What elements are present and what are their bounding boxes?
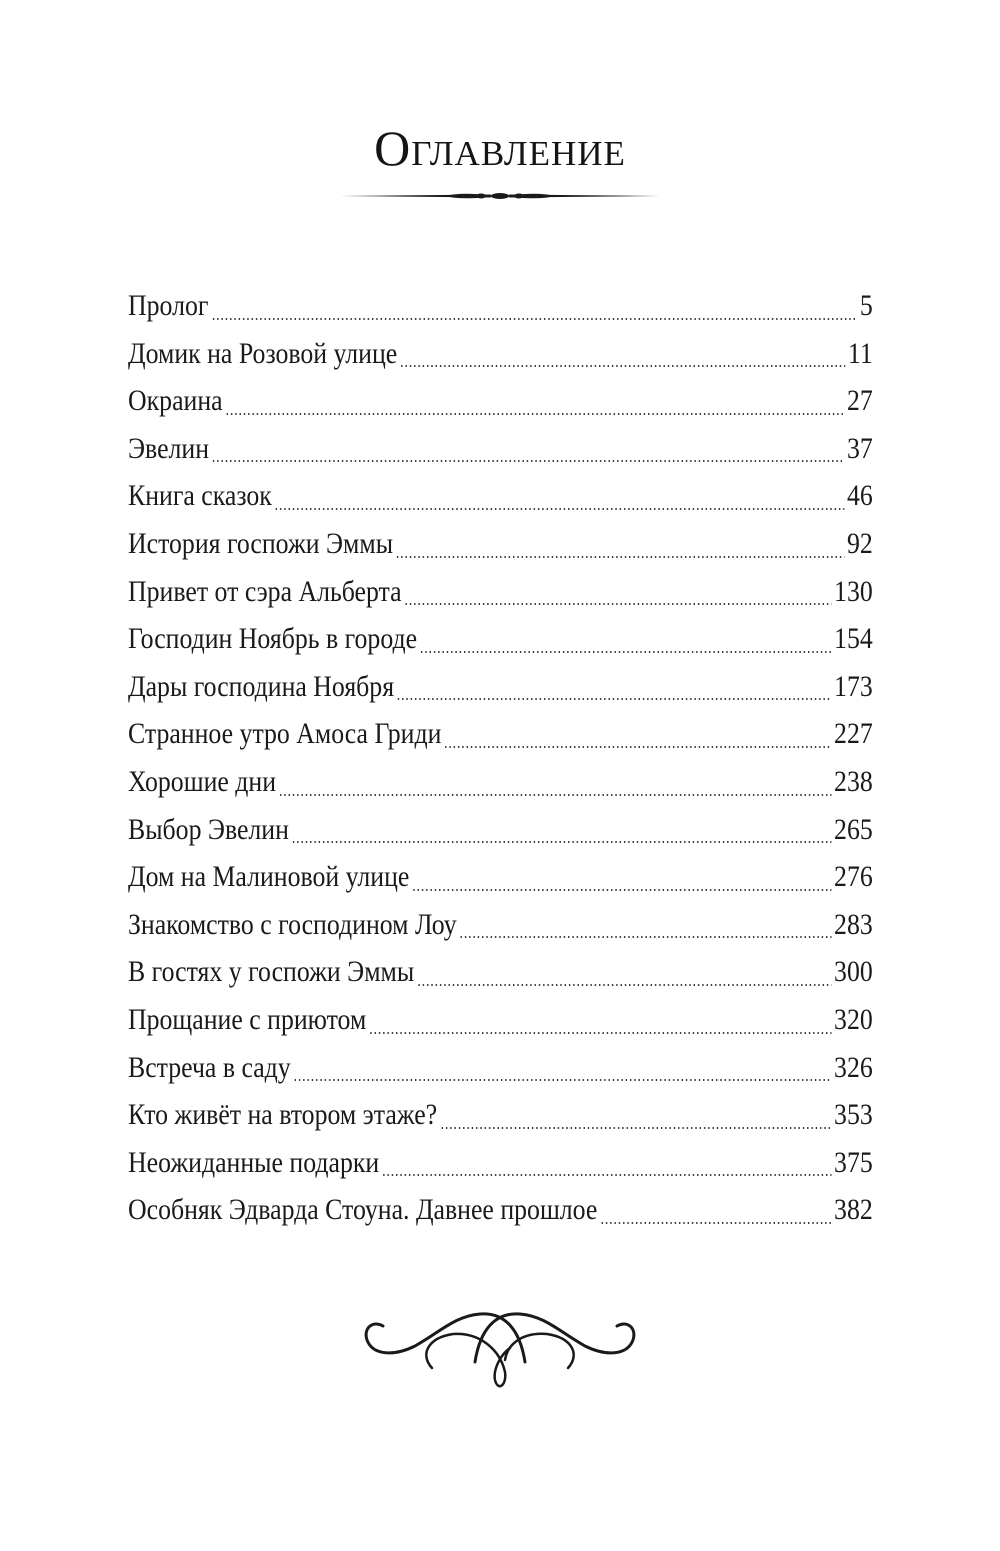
- toc-entry-page: 46: [846, 479, 873, 513]
- dot-leader: [369, 1032, 832, 1034]
- toc-entry-title: Странное утро Амоса Гриди: [128, 717, 442, 751]
- toc-entry-page: 92: [846, 526, 873, 560]
- toc-entry-title: Кто живёт на втором этаже?: [128, 1098, 438, 1132]
- dot-leader: [225, 413, 844, 415]
- dot-leader: [292, 841, 832, 843]
- toc-entry-page: 154: [834, 622, 873, 656]
- toc-entry-title: История госпожи Эммы: [128, 526, 394, 560]
- toc-entry[interactable]: [128, 663, 873, 711]
- toc-entry-title: Встреча в саду: [128, 1050, 291, 1084]
- toc-entry-title: Привет от сэра Альберта: [128, 574, 402, 608]
- toc-entry-page: 382: [834, 1193, 873, 1227]
- toc-entry[interactable]: [128, 1044, 873, 1092]
- toc-entry[interactable]: [128, 472, 873, 520]
- toc-entry[interactable]: [128, 758, 873, 806]
- dot-leader: [417, 984, 832, 986]
- toc-entry-title: Хорошие дни: [128, 764, 277, 798]
- toc-entry-title: Особняк Эдварда Стоуна. Давнее прошлое: [128, 1193, 598, 1227]
- toc-entry-page: 283: [834, 907, 873, 941]
- toc-entry[interactable]: [128, 615, 873, 663]
- toc-entry[interactable]: [128, 710, 873, 758]
- toc-entry-title: Неожиданные подарки: [128, 1145, 380, 1179]
- toc-entry-page: 375: [834, 1145, 873, 1179]
- toc-entry-title: Дом на Малиновой улице: [128, 860, 410, 894]
- toc-entry-page: 27: [846, 384, 873, 418]
- toc-entry-title: Дары господина Ноября: [128, 669, 395, 703]
- toc-entry[interactable]: [128, 853, 873, 901]
- flourish-icon: [355, 1300, 645, 1395]
- toc-entry[interactable]: [128, 948, 873, 996]
- toc-entry-page: 130: [834, 574, 873, 608]
- toc-entry[interactable]: [128, 996, 873, 1044]
- toc-entry-title: Господин Ноябрь в городе: [128, 622, 418, 656]
- dot-leader: [420, 651, 832, 653]
- toc-entry[interactable]: [128, 1186, 873, 1234]
- toc-entry[interactable]: [128, 377, 873, 425]
- toc-entry[interactable]: [128, 901, 873, 949]
- toc-entry[interactable]: [128, 330, 873, 378]
- toc-entry-page: 227: [834, 717, 873, 751]
- toc-entry[interactable]: [128, 520, 873, 568]
- toc-entry-page: 276: [834, 860, 873, 894]
- toc-entry[interactable]: [128, 806, 873, 854]
- toc-entry[interactable]: [128, 1139, 873, 1187]
- toc-entry-title: Прощание с приютом: [128, 1002, 367, 1036]
- toc-entry-title: Выбор Эвелин: [128, 812, 289, 846]
- toc-entry[interactable]: [128, 425, 873, 473]
- toc-entry-page: 353: [834, 1098, 873, 1132]
- toc-entry-page: 5: [859, 289, 873, 322]
- toc-entry-title: В гостях у госпожи Эммы: [128, 955, 415, 989]
- toc-entry[interactable]: [128, 568, 873, 616]
- toc-entry-page: 238: [834, 764, 873, 798]
- dot-leader: [400, 365, 845, 367]
- dot-leader: [397, 698, 832, 700]
- toc-entry[interactable]: [128, 282, 873, 330]
- toc-entry-title: Знакомство с господином Лоу: [128, 907, 457, 941]
- toc-entry-page: 326: [834, 1050, 873, 1084]
- toc-entry-title: Домик на Розовой улице: [128, 336, 398, 370]
- page-title: Оглавление: [374, 120, 626, 176]
- toc-entry-title: Книга сказок: [128, 479, 272, 513]
- dot-leader: [404, 603, 831, 605]
- toc-entry-page: 320: [834, 1002, 873, 1036]
- toc-entry-title: Эвелин: [128, 431, 210, 465]
- dot-leader: [279, 794, 832, 796]
- dot-leader: [459, 936, 831, 938]
- toc-entry-page: 300: [834, 955, 873, 989]
- toc-entry-page: 11: [847, 336, 873, 370]
- dot-leader: [440, 1127, 832, 1129]
- dot-leader: [293, 1079, 831, 1081]
- toc-entry-title: Пролог: [128, 289, 209, 322]
- dot-leader: [396, 556, 845, 558]
- dot-leader: [444, 746, 832, 748]
- toc-entry-page: 173: [834, 669, 873, 703]
- toc-entry-title: Окраина: [128, 384, 223, 418]
- dot-leader: [211, 318, 857, 320]
- toc-entry-page: 265: [834, 812, 873, 846]
- table-of-contents: [128, 282, 873, 1234]
- dot-leader: [412, 889, 832, 891]
- dot-leader: [212, 460, 845, 462]
- ornamental-rule-icon: [340, 186, 660, 206]
- dot-leader: [274, 508, 844, 510]
- toc-entry[interactable]: [128, 1091, 873, 1139]
- dot-leader: [382, 1174, 832, 1176]
- toc-entry-page: 37: [846, 431, 873, 465]
- dot-leader: [600, 1222, 832, 1224]
